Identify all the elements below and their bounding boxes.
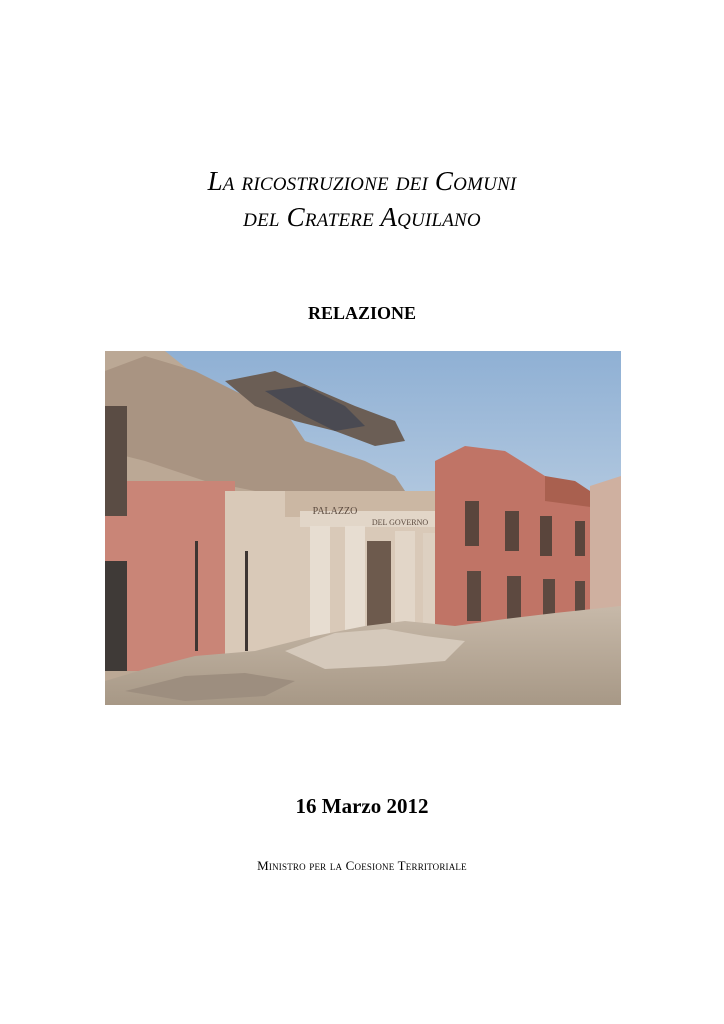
document-subtitle: RELAZIONE	[307, 303, 417, 323]
document-title-line-2: del Cratere Aquilano	[243, 202, 481, 232]
facade-sign-right: DEL GOVERNO	[371, 518, 429, 527]
cover-photo-earthquake-damaged-building	[105, 351, 621, 705]
facade-sign-left: PALAZZO	[312, 506, 358, 517]
document-date: 16 Marzo 2012	[295, 794, 429, 818]
document-title-line-1: La ricostruzione dei Comuni	[207, 166, 517, 196]
issuing-ministry: Ministro per la Coesione Territoriale	[257, 858, 467, 873]
cover-photo-illustration	[105, 351, 621, 705]
